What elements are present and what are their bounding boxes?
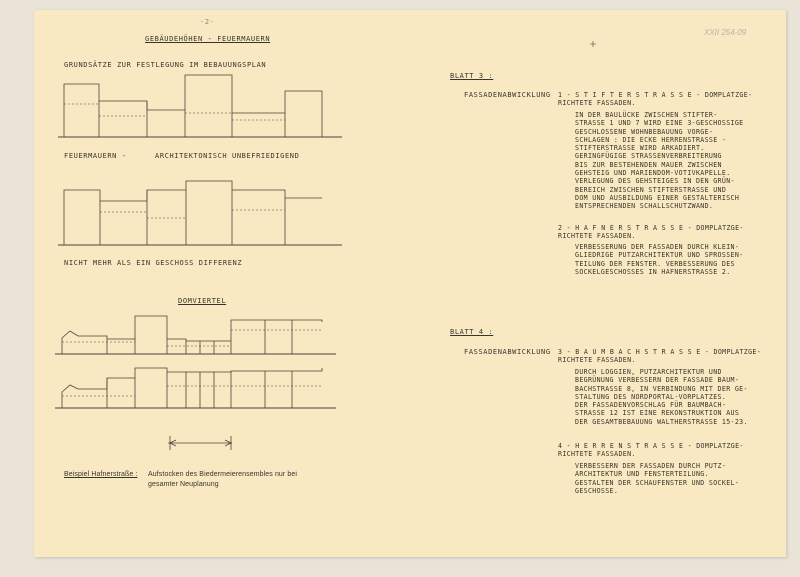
item2-body: VERBESSERUNG DER FASSADEN DURCH KLEIN- GLIEDRIGE PUTZARCHITEKTUR UND SPROSSEN- TEILUNG DER FENSTER. VERBESSERUNG DES SOCKELGESCHOSSES IN HAFNERSTRASSE 2. xyxy=(575,243,744,276)
elevation-diagram-domviertel-upper xyxy=(55,316,336,354)
elevation-diagram-principles xyxy=(58,75,342,137)
elevation-diagram-firewalls xyxy=(58,181,342,245)
section-firewalls-heading-b: ARCHITEKTONISCH UNBEFRIEDIGEND xyxy=(155,152,300,160)
item2-heading: 2 - H A F N E R S T R A S S E - DOMPLATZGE- RICHTETE FASSADEN. xyxy=(558,224,744,241)
example-label: Beispiel Hafnerstraße : xyxy=(64,471,138,478)
elevation-diagram-domviertel-lower xyxy=(55,368,336,408)
item3-body: DURCH LOGGIEN, PUTZARCHITEKTUR UND BEGRÜNUNG VERBESSERN DER FASSADE BAUM- BACHSTRASSE 8, IN VERBINDUNG MIT DER GE- STALTUNG DES NORDPORTAL-VORPLATZES. DER FASSADENVORSCHLAG FÜR BAUMBACH- STRASSE 12 IST EINE REKONSTRUKTION AUS DER GESAMTBEBAUUNG WALTHERSTRASSE 15-23. xyxy=(575,368,748,426)
item4-heading: 4 - H E R R E N S T R A S S E - DOMPLATZGE- RICHTETE FASSADEN. xyxy=(558,442,744,459)
left-title: GEBÄUDEHÖHEN - FEUERMAUERN xyxy=(145,35,271,43)
item1-body: IN DER BAULÜCKE ZWISCHEN STIFTER- STRASSE 1 UND 7 WIRD EINE 3-GESCHOSSIGE GESCHLOSSENE WOHNBEBAUUNG VORGE- SCHLAGEN : DIE ECKE HERRENSTRASSE - STIFTERSTRASSE WIRD ARKADIERT. GERINGFÜGIGE STRASSENVERBREITERUNG BIS ZUR BESTEHENDEN MAUER ZWISCHEN GEHSTEIG UND MARIENDOM-VOTIVKAPELLE. VERLEGUNG DES GEHSTEIGES IN DEN GRÜN- BEREICH ZWISCHEN STIFTERSTRASSE UND DOM UND AUSBILDUNG EINER GESTALTERISCH ENTSPRECHENDEN SCHALLSCHUTZWAND. xyxy=(575,111,744,211)
dimension-arrow xyxy=(168,436,232,450)
domviertel-heading: DOMVIERTEL xyxy=(178,297,227,305)
page-number-mark: -2- xyxy=(200,18,215,26)
item1-heading: 1 - S T I F T E R S T R A S S E - DOMPLATZGE- RICHTETE FASSADEN. xyxy=(558,91,753,108)
item4-body: VERBESSERN DER FASSADEN DURCH PUTZ- ARCHITEKTUR UND FENSTERTEILUNG. GESTALTEN DER SCHAUFENSTER UND SOCKEL- GESCHOSSE. xyxy=(575,462,740,495)
section-storey-difference-heading: NICHT MEHR ALS EIN GESCHOSS DIFFERENZ xyxy=(64,259,243,267)
blatt3-heading: BLATT 3 : xyxy=(450,72,494,80)
archive-signature-mark: XXII 254-09 xyxy=(704,28,747,37)
example-text-line1: Aufstocken des Biedermeierensembles nur bei xyxy=(148,471,298,478)
section-firewalls-heading-a: FEUERMAUERN - xyxy=(64,152,127,160)
fassadenabwicklung-label-1: FASSADENABWICKLUNG xyxy=(464,91,551,99)
item3-heading: 3 - B A U M B A C H S T R A S S E - DOMPLATZGE- RICHTETE FASSADEN. xyxy=(558,348,762,365)
blatt4-heading: BLATT 4 : xyxy=(450,328,494,336)
example-text-line2: gesamter Neuplanung xyxy=(148,481,219,488)
fassadenabwicklung-label-2: FASSADENABWICKLUNG xyxy=(464,348,551,356)
section-principles-heading: GRUNDSÄTZE ZUR FESTLEGUNG IM BEBAUUNGSPLAN xyxy=(64,61,267,69)
